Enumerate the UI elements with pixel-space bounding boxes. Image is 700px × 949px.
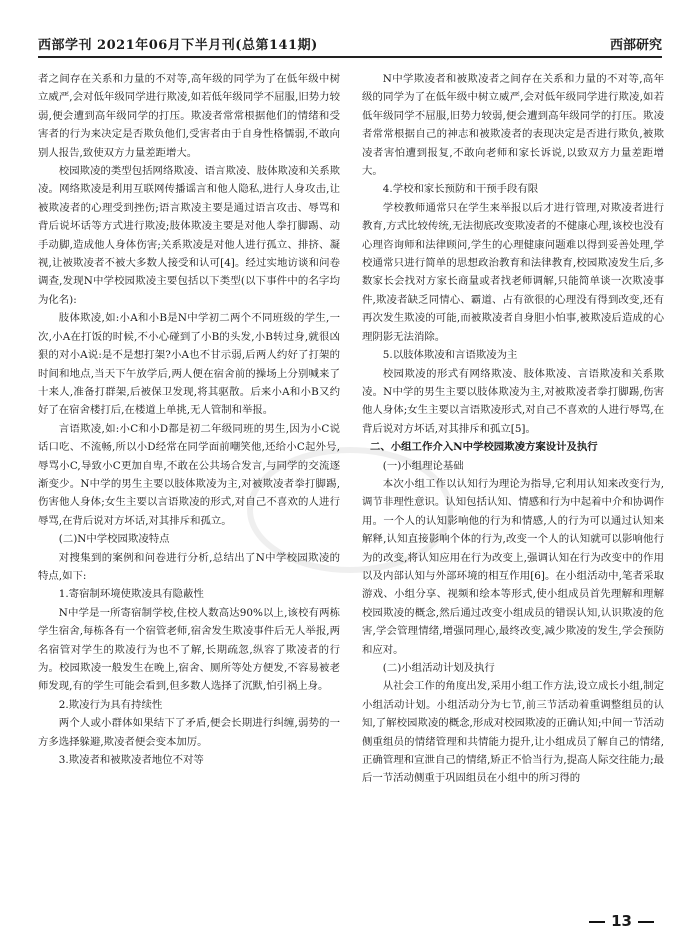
paragraph: N中学是一所寄宿制学校,住校人数高达90%以上,该校有两栋学生宿舍,每栋各有一个宿管老师,宿舍发生欺凌事件后无人举报,两名宿管对学生的欺凌行为也不了解,长期疏忽,纵容了欺凌者的行为。校园欺凌一般发生在晚上,宿舍、厕所等处方便发,不容易被老师发现,有的学生可能会看到,但多数人选择了沉默,怕引祸上身。 bbox=[38, 606, 340, 693]
right-column bbox=[362, 70, 664, 788]
subsection-heading: (二)小组活动计划及执行 bbox=[382, 662, 495, 674]
subsection-heading: (二)N中学校园欺凌特点 bbox=[58, 533, 170, 546]
paragraph: 本次小组工作以认知行为理论为指导,它利用认知来改变行为,调节非理性意识。认知包括认知、情感和行为中起着中介和协调作用。一个人的认知影响他的行为和情感,人的行为可以通过认知来解释,认知直接影响个体的行为,改变一个人的认知就可以影响他行为的改变,将认知应用在行为改变上,强调认知在行为改变中的作用以及内部认知与外部环境的相互作用[6]。在小组活动中,笔者采取游戏、小组分享、视频和绘本等形式,使小组成员首先理解和理解校园欺凌的概念,然后通过改变小组成员的错误认知,认识欺凌的危害,学会管理情绪,增强同理心,最终改变,减少欺凌的发生,学会预防和应对。 bbox=[362, 477, 664, 656]
paragraph: 校园欺凌的类型包括网络欺凌、语言欺凌、肢体欺凌和关系欺凌。网络欺凌是利用互联网传播谣言和他人隐私,进行人身攻击,让被欺凌者的心理受到挫伤;语言欺凌主要是通过语言攻击、辱骂和背后说坏话等方式进行欺凌;肢体欺凌主要是对他人拳打脚踢、动手动脚,造成他人身体伤害;关系欺凌是对他人进行孤立、排挤、凝视,让被欺凌者不被大多数人接受和认可[4]。经过实地访谈和问卷调查,发现N中学校园欺凌主要包括以下类型(以下事件中的名字均为化名): bbox=[38, 165, 340, 306]
folio-dash bbox=[589, 921, 605, 923]
paragraph: 学校教师通常只在学生来举报以后才进行管理,对欺凌者进行教育,方式比较传统,无法彻底改变欺凌者的不健康心理,该校也没有心理咨询师和法律顾问,学生的心理健康问题难以得到妥善处理,学校通常只进行简单的思想政治教育和法律教育,校园欺凌发生后,多数家长会找对方家长商量或者找老师调解,只能简单谈一次欺凌事件,欺凌者缺乏同情心、霸道、占有欲很的心理没有得到改变,还有再次发生欺凌的可能,而被欺凌者自身胆小怕事,被欺凌后造成的心理阴影无法消除。 bbox=[362, 201, 664, 343]
left-column bbox=[38, 70, 340, 769]
point-heading: 3.欺凌者和被欺凌者地位不对等 bbox=[58, 754, 204, 767]
paragraph: 对搜集到的案例和问卷进行分析,总结出了N中学校园欺凌的特点,如下: bbox=[38, 551, 340, 582]
paragraph: 两个人或小群体如果结下了矛盾,便会长期进行纠缠,弱势的一方多选择躲避,欺凌者便会变本加厉。 bbox=[38, 717, 340, 748]
page-header bbox=[38, 30, 662, 58]
paragraph: 肢体欺凌,如:小A和小B是N中学初二两个不同班级的学生,一次,小A在打饭的时候,不小心碰到了小B的头发,小B转过身,就很凶狠的对小A说:是不是想打架?小A也不甘示弱,后两人约好了打架的时间和地点,当天下午放学后,两人便在宿舍前的操场上分别喊来了十来人,准备打群架,后被保卫发现,将其驱散。后来小A和小B又约好了在宿舍楼打后,在楼道上单挑,无人管制和举报。 bbox=[38, 312, 340, 417]
point-heading: 2.欺凌行为具有持续性 bbox=[58, 698, 163, 711]
folio-dash bbox=[638, 921, 654, 923]
page-number-text: 13 bbox=[611, 912, 632, 930]
paragraph: N中学欺凌者和被欺凌者之间存在关系和力量的不对等,高年级的同学为了在低年级中树立威严,会对低年级同学进行欺凌,如若低年级同学不屈服,旧势力较弱,便会遭到高年级同学的打压。欺凌者常常根据自己的神志和被欺凌者的表现决定是否进行欺负,被欺凌者害怕遭到报复,不敢向老师和家长诉说,以致双方力量差距增大。 bbox=[362, 73, 664, 178]
page-number bbox=[583, 912, 660, 930]
paragraph: 言语欺凌,如:小C和小D都是初二年级同班的男生,因为小C说话口吃、不流畅,所以小D经常在同学面前嘲笑他,还给小C起外号,辱骂小C,导致小C更加自卑,不敢在公共场合发言,与同学的交流逐渐变少。N中学的男生主要以肢体欺凌为主,对被欺凌者拳打脚踢,伤害他人身体;女生主要以言语欺凌的形式,对自己不喜欢的人进行辱骂,在背后说对方坏话,对其排斥和孤立。 bbox=[38, 422, 340, 527]
point-heading: 1.寄宿制环境使欺凌具有隐蔽性 bbox=[58, 588, 204, 601]
point-heading: 5.以肢体欺凌和言语欺凌为主 bbox=[382, 349, 518, 362]
section-label: 西部研究 bbox=[609, 38, 662, 53]
point-heading: 4.学校和家长预防和干预手段有限 bbox=[382, 183, 539, 196]
paragraph: 者之间存在关系和力量的不对等,高年级的同学为了在低年级中树立威严,会对低年级同学进行欺凌,如若低年级同学不屈服,旧势力较弱,便会遭到高年级同学的打压。欺凌者常常根据他们的情绪和受害者的行为来决定是否欺负他们,受害者由于自身性格懦弱,不敢向别人报告,致使双方力量差距增大。 bbox=[38, 73, 340, 159]
paragraph: 从社会工作的角度出发,采用小组工作方法,设立成长小组,制定小组活动计划。小组活动分为七节,前三节活动着重调整组员的认知,了解校园欺凌的概念,形成对校园欺凌的正确认知;中间一节活动侧重组员的情绪管理和共情能力提升,让小组成员了解自己的情绪,正确管理和宣泄自己的情绪,矫正不恰当行为,提高人际交往能力;最后一节活动侧重于巩固组员在小组中的所习得的 bbox=[362, 680, 664, 785]
subsection-heading: (一)小组理论基础 bbox=[382, 459, 464, 472]
section-heading: 二、小组工作介入N中学校园欺凌方案设计及执行 bbox=[370, 441, 598, 454]
paragraph: 校园欺凌的形式有网络欺凌、肢体欺凌、言语欺凌和关系欺凌。N中学的男生主要以肢体欺凌为主,对被欺凌者拳打脚踢,伤害他人身体;女生主要以言语欺凌形式,对自己不喜欢的人进行辱骂,在背后说对方坏话,对其排斥和孤立[5]。 bbox=[362, 367, 664, 435]
journal-masthead: 西部学刊 2021年06月下半月刊(总第141期) bbox=[38, 38, 318, 53]
